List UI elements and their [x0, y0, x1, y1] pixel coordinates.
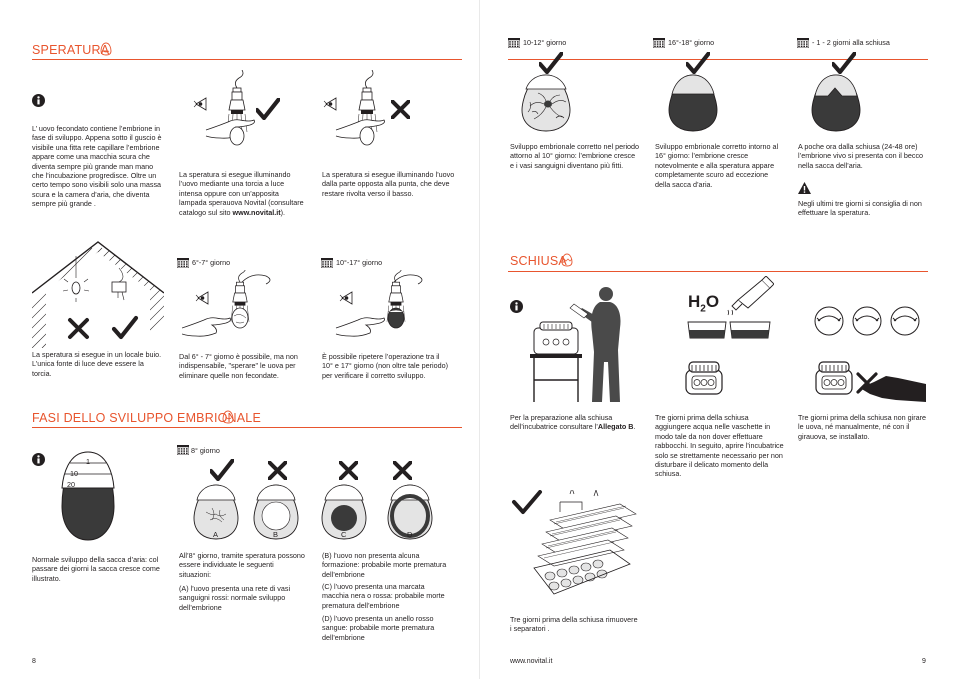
calendar-icon — [177, 258, 189, 268]
day-8-label: 8° giorno — [191, 446, 220, 455]
info-icon — [510, 300, 523, 313]
normal-development-text: Normale sviluppo della sacca d’aria: col passare dei giorni la sacca cresce come illustrato. — [32, 555, 160, 583]
warning-note-text: Negli ultimi tre giorni si consiglia di non effettuare la speratura. — [798, 199, 922, 218]
day-6-7-label: 6°-7° giorno — [192, 258, 231, 267]
egg-icon — [100, 42, 112, 56]
separator-rack-icon — [510, 490, 650, 608]
section-rule — [508, 59, 928, 60]
scale-label-1: 1 — [86, 457, 90, 466]
tray-icon — [686, 316, 772, 344]
egg-letter-a: A — [213, 530, 219, 539]
dev-10-12-text: Sviluppo embrionale corretto nel periodo attorno al 10° giorno: l’embrione cresce e i vasi sanguigni diventano più fitti. — [510, 142, 640, 170]
calendar-icon — [321, 258, 333, 268]
day-10-12-label: 10-12° giorno — [523, 38, 567, 47]
hand-icon — [856, 364, 926, 404]
egg-rotation-panel — [812, 304, 924, 342]
day-6-7-note: Dal 6° - 7° giorno è possibile, ma non indispensabile, "sperare" le uova per eliminare quelle non fecondate. — [179, 352, 298, 380]
website-footer: www.novital.it — [510, 658, 553, 665]
calendar-icon — [653, 38, 665, 48]
cross-icon — [393, 461, 412, 480]
warning-icon — [798, 182, 811, 195]
calendar-icon — [177, 445, 189, 455]
day-8-intro-text: All’8° giorno, tramite speratura possono essere individuate le seguenti situazioni: — [179, 551, 305, 579]
section-rule — [508, 271, 928, 272]
torch-day-10-17-illustration — [326, 270, 436, 340]
section-title-schiusa: SCHIUSA — [510, 254, 567, 268]
case-b-text: (B) l’uovo non presenta alcuna formazione: probabile morte prematura dell’embrione — [322, 551, 447, 579]
calendar-icon — [797, 38, 809, 48]
egg-before-hatch-illustration — [808, 72, 864, 134]
check-icon — [686, 52, 710, 74]
cross-icon — [268, 461, 287, 480]
prep-note-text: Per la preparazione alla schiusa dell’incubatrice consultare l’Allegato B. — [510, 413, 636, 432]
page-number-left: 8 — [32, 658, 36, 665]
air-sac-scale-egg — [56, 448, 132, 544]
info-icon — [32, 453, 45, 466]
h2o-label: $H_2O$ — [688, 292, 720, 315]
page-gutter — [479, 0, 480, 679]
incubator-icon — [814, 360, 854, 396]
day-10-17-label: 10°-17° giorno — [336, 258, 383, 267]
cross-icon — [339, 461, 358, 480]
day-10-17-note: È possibile ripetere l’operazione tra il 10° e 17° giorno (non oltre tale periodo) per verificare il corretto sviluppo. — [322, 352, 449, 380]
torch-method-text: La speratura si esegue illuminando l’uovo mediante una torcia a luce intensa oppure con un’apposita lampada sperauova Novital (consultare catalogo sul sito www.novital.it). — [179, 170, 304, 217]
person-icon — [530, 282, 640, 404]
torch-day-6-7-illustration — [182, 270, 292, 340]
day-hatch-label: - 1 - 2 giorni alla schiusa — [812, 38, 890, 47]
check-icon — [539, 52, 563, 74]
case-c-text: (C) l’uovo presenta una marcata macchia nera o rossa: probabile morte prematura dell’embrione — [322, 582, 445, 610]
check-icon — [256, 98, 280, 120]
section-rule — [32, 427, 462, 428]
direction-note-text: La speratura si esegue illuminando l’uovo dalla parte opposta alla punta, che deve restare rivolta verso il basso. — [322, 170, 455, 198]
incubator-icon — [684, 360, 724, 396]
egg-icon — [222, 410, 234, 424]
egg-10-12-illustration — [518, 72, 574, 134]
egg-icon — [561, 253, 573, 267]
water-bottle-icon — [718, 276, 774, 316]
section-title-fasi: FASI DELLO SVILUPPO EMBRIONALE — [32, 411, 261, 425]
section-rule — [32, 59, 462, 60]
water-note-text: Tre giorni prima della schiusa aggiungere acqua nelle vaschette in modo tale da non dover effettuare rabbocchi. In seguito, aprire l’incubatrice solo se strettamente necessario per non disturbare il delicato momento della schiusa. — [655, 413, 784, 479]
page-number-right: 9 — [922, 658, 926, 665]
house-icon — [32, 238, 164, 348]
scale-label-10: 10 — [70, 469, 78, 478]
info-icon — [32, 94, 45, 107]
separators-note-text: Tre giorni prima della schiusa rimuovere i separatori . — [510, 615, 638, 634]
egg-letter-b: B — [273, 530, 279, 539]
no-turn-note-text: Tre giorni prima della schiusa non girare le uova, né manualmente, né con il girauova, se installato. — [798, 413, 926, 441]
check-icon — [832, 52, 856, 74]
cross-icon — [391, 100, 410, 119]
case-a-text: (A) l’uovo presenta una rete di vasi sanguigni rossi: normale sviluppo dell’embrione — [179, 584, 291, 612]
case-d-text: (D) l’uovo presenta un anello rosso sangue: probabile morte prematura dell’embrione — [322, 614, 435, 642]
dev-16-text: Sviluppo embrionale corretto intorno al 16° giorno: l’embrione cresce notevolmente e alla speratura appare completamente scuro ad eccezione della sacca d’aria. — [655, 142, 779, 189]
before-hatch-text: A poche ora dalla schiusa (24-48 ore) l’embrione vivo si presenta con il becco nella sacca dell’aria. — [798, 142, 924, 170]
speratura-intro-text: L’ uovo fecondato contiene l’embrione in fase di sviluppo. Appena sotto il guscio è visibile una fitta rete capillare l’embrione appare come una macchia scura che diventa sempre più grande man mano che l’incubazione progredisce. Oltre un certo tempo sono visibili solo una massa scura e la camera d’aria, che diventa sempre più grande . — [32, 124, 162, 209]
egg-letter-c: C — [341, 530, 347, 539]
scale-label-20: 20 — [67, 480, 75, 489]
calendar-icon — [508, 38, 520, 48]
day-16-18-label: 16°-18° giorno — [668, 38, 715, 47]
dark-room-note: La speratura si esegue in un locale buio. L’unica fonte di luce deve essere la torcia. — [32, 350, 162, 378]
egg-16-18-illustration — [665, 72, 721, 134]
section-title-speratura: SPERATURA — [32, 43, 110, 57]
egg-letter-d: D — [407, 530, 413, 539]
check-icon — [210, 459, 234, 481]
